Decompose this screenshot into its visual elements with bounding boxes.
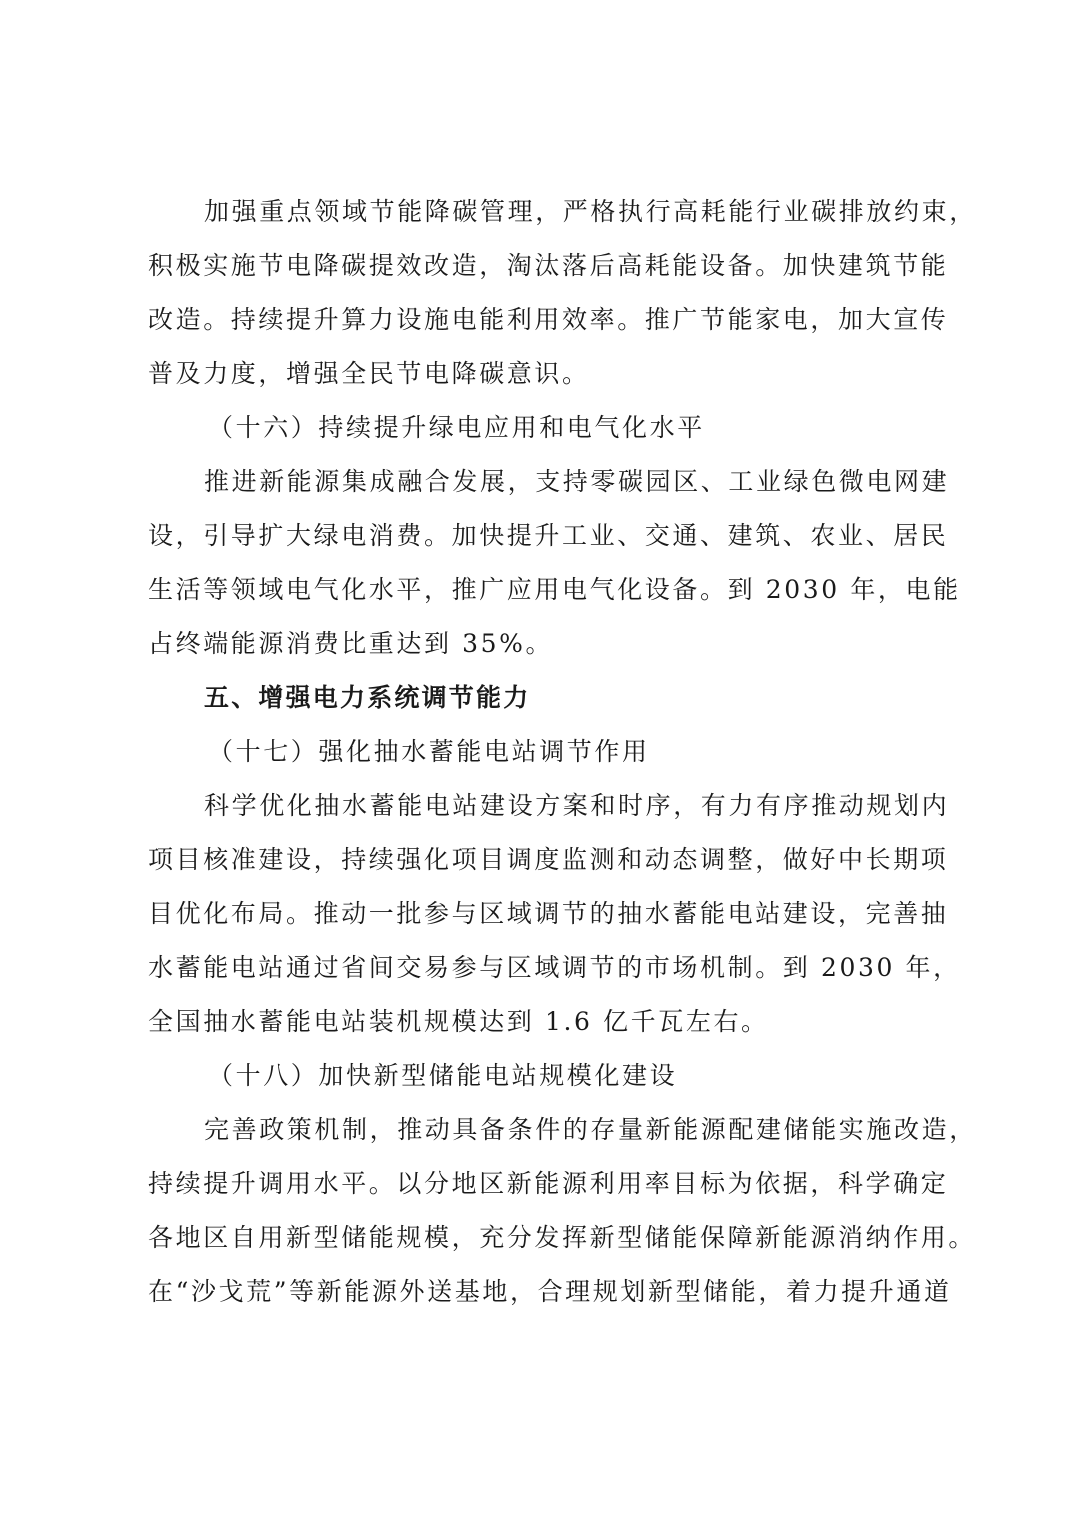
subsection-heading: （十七）强化抽水蓄能电站调节作用 bbox=[208, 737, 650, 766]
paragraph-line: 改造。持续提升算力设施电能利用效率。推广节能家电，加大宣传 bbox=[148, 305, 949, 334]
subsection-heading: （十六）持续提升绿电应用和电气化水平 bbox=[208, 413, 705, 442]
section-heading: 五、增强电力系统调节能力 bbox=[204, 683, 531, 712]
paragraph-line: 目优化布局。推动一批参与区域调节的抽水蓄能电站建设，完善抽 bbox=[148, 899, 949, 928]
paragraph-line: 各地区自用新型储能规模，充分发挥新型储能保障新能源消纳作用。 bbox=[148, 1223, 977, 1252]
paragraph-line: 普及力度，增强全民节电降碳意识。 bbox=[148, 359, 590, 388]
paragraph-line: 项目核准建设，持续强化项目调度监测和动态调整，做好中长期项 bbox=[148, 845, 949, 874]
paragraph-line: 加强重点领域节能降碳管理，严格执行高耗能行业碳排放约束， bbox=[204, 197, 977, 226]
paragraph-line: 占终端能源消费比重达到 35%。 bbox=[148, 629, 554, 658]
paragraph-line: 生活等领域电气化水平，推广应用电气化设备。到 2030 年，电能 bbox=[148, 575, 961, 604]
paragraph-line: 设，引导扩大绿电消费。加快提升工业、交通、建筑、农业、居民 bbox=[148, 521, 949, 550]
subsection-heading: （十八）加快新型储能电站规模化建设 bbox=[208, 1061, 678, 1090]
paragraph-line: 水蓄能电站通过省间交易参与区域调节的市场机制。到 2030 年， bbox=[148, 953, 961, 982]
paragraph-line: 全国抽水蓄能电站装机规模达到 1.6 亿千瓦左右。 bbox=[148, 1007, 769, 1036]
document-page bbox=[148, 185, 977, 1319]
paragraph-line: 科学优化抽水蓄能电站建设方案和时序，有力有序推动规划内 bbox=[204, 791, 950, 820]
paragraph-line: 积极实施节电降碳提效改造，淘汰落后高耗能设备。加快建筑节能 bbox=[148, 251, 949, 280]
paragraph-line: 推进新能源集成融合发展，支持零碳园区、工业绿色微电网建 bbox=[204, 467, 950, 496]
paragraph-line: 在“沙戈荒”等新能源外送基地，合理规划新型储能，着力提升通道 bbox=[148, 1277, 952, 1306]
paragraph-line: 持续提升调用水平。以分地区新能源利用率目标为依据，科学确定 bbox=[148, 1169, 949, 1198]
paragraph-line: 完善政策机制，推动具备条件的存量新能源配建储能实施改造， bbox=[204, 1115, 977, 1144]
